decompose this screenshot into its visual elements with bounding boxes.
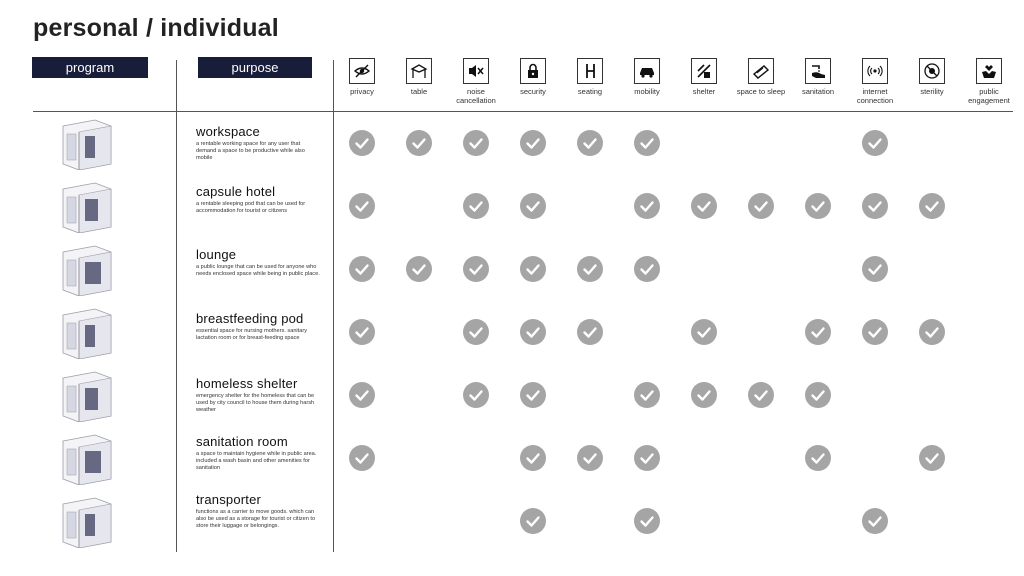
check-icon [805,445,831,471]
check-icon [634,193,660,219]
sanitation-room-illustration [55,431,117,485]
header-divider [33,111,1013,112]
homeless-shelter-purpose [196,376,320,414]
breastfeeding-pod-purpose [196,311,320,342]
feature-label: table [410,87,428,96]
check-icon [520,256,546,282]
check-icon [862,256,888,282]
table-icon [406,58,432,84]
feature-column-security [505,58,561,97]
check-icon [520,319,546,345]
program-description: a space to maintain hygiene while in public area. included a wash basin and other amenities for sanitation [196,451,317,471]
sanitation-room-purpose [196,434,320,472]
feature-column-internet-connection [847,58,903,105]
program-header: program [32,57,148,78]
check-icon [862,319,888,345]
program-description: essential space for nursing mothers. sanitary lactation room or for breast-feeding space [196,328,307,341]
check-icon [349,319,375,345]
feature-column-seating [562,58,618,97]
feature-column-public-engagement [961,58,1017,105]
check-icon [634,508,660,534]
feature-label: space to sleep [736,87,786,96]
wifi-icon [862,58,888,84]
check-icon [349,193,375,219]
check-icon [919,193,945,219]
check-icon [349,445,375,471]
workspace-purpose [196,124,320,162]
check-icon [349,382,375,408]
lounge-purpose [196,247,320,278]
program-name: homeless shelter [196,376,298,391]
check-icon [748,382,774,408]
column-divider-program [176,60,177,552]
check-icon [577,130,603,156]
check-icon [805,193,831,219]
check-icon [349,130,375,156]
check-icon [463,130,489,156]
feature-label: mobility [634,87,660,96]
check-icon [862,130,888,156]
program-name: workspace [196,124,260,139]
feature-column-mobility [619,58,675,97]
feature-label: internet connection [856,87,894,105]
program-name: capsule hotel [196,184,276,199]
check-icon [520,382,546,408]
transporter-purpose [196,492,320,530]
check-icon [406,256,432,282]
check-icon [748,193,774,219]
check-icon [691,193,717,219]
feature-column-shelter [676,58,732,97]
check-icon [520,193,546,219]
workspace-illustration [55,116,117,170]
feature-label: shelter [692,87,716,96]
check-icon [862,508,888,534]
check-icon [463,382,489,408]
mute-icon [463,58,489,84]
lock-icon [520,58,546,84]
lounge-illustration [55,242,117,296]
check-icon [691,319,717,345]
program-description: a rentable working space for any user that demand a space to be productive while also mobile [196,141,305,161]
no-germ-icon [919,58,945,84]
breastfeeding-pod-illustration [55,305,117,359]
transporter-illustration [55,494,117,548]
check-icon [919,319,945,345]
feature-column-privacy [334,58,390,97]
check-icon [634,256,660,282]
feature-label: sanitation [801,87,835,96]
chair-icon [577,58,603,84]
check-icon [577,319,603,345]
feature-column-table [391,58,447,97]
check-icon [634,130,660,156]
feature-label: privacy [350,87,374,96]
check-icon [577,445,603,471]
check-icon [634,382,660,408]
shelter-icon [691,58,717,84]
check-icon [634,445,660,471]
vehicle-icon [634,58,660,84]
check-icon [691,382,717,408]
check-icon [463,319,489,345]
capsule-hotel-purpose [196,184,320,215]
bed-icon [748,58,774,84]
hands-icon [976,58,1002,84]
feature-label: seating [577,87,603,96]
check-icon [463,256,489,282]
feature-column-space-to-sleep [733,58,789,97]
feature-label: public engagement [968,87,1010,105]
feature-column-sterility [904,58,960,97]
feature-label: noise cancellation [456,87,496,105]
program-description: emergency shelter for the homeless that can be used by city council to house them during harsh weather [196,393,315,413]
feature-column-sanitation [790,58,846,97]
program-description: functions as a carrier to move goods. which can also be used as a storage for tourist or citizen to store their luggage or belongings. [196,509,316,529]
column-divider-purpose [333,60,334,552]
feature-label: sterility [920,87,944,96]
program-description: a rentable sleeping pod that can be used for accommodation for tourist or citizens [196,201,306,214]
capsule-hotel-illustration [55,179,117,233]
check-icon [805,319,831,345]
page-title: personal / individual [33,14,279,42]
homeless-shelter-illustration [55,368,117,422]
check-icon [919,445,945,471]
check-icon [406,130,432,156]
check-icon [577,256,603,282]
purpose-header: purpose [198,57,312,78]
check-icon [349,256,375,282]
program-name: transporter [196,492,262,507]
check-icon [520,445,546,471]
program-name: lounge [196,247,237,262]
program-name: sanitation room [196,434,288,449]
feature-column-noise-cancellation [448,58,504,105]
program-name: breastfeeding pod [196,311,304,326]
check-icon [463,193,489,219]
feature-label: security [520,87,546,96]
handwash-icon [805,58,831,84]
eye-slash-icon [349,58,375,84]
program-description: a public lounge that can be used for anyone who needs enclosed space while being in public place. [196,264,320,277]
check-icon [805,382,831,408]
check-icon [520,508,546,534]
check-icon [862,193,888,219]
check-icon [520,130,546,156]
